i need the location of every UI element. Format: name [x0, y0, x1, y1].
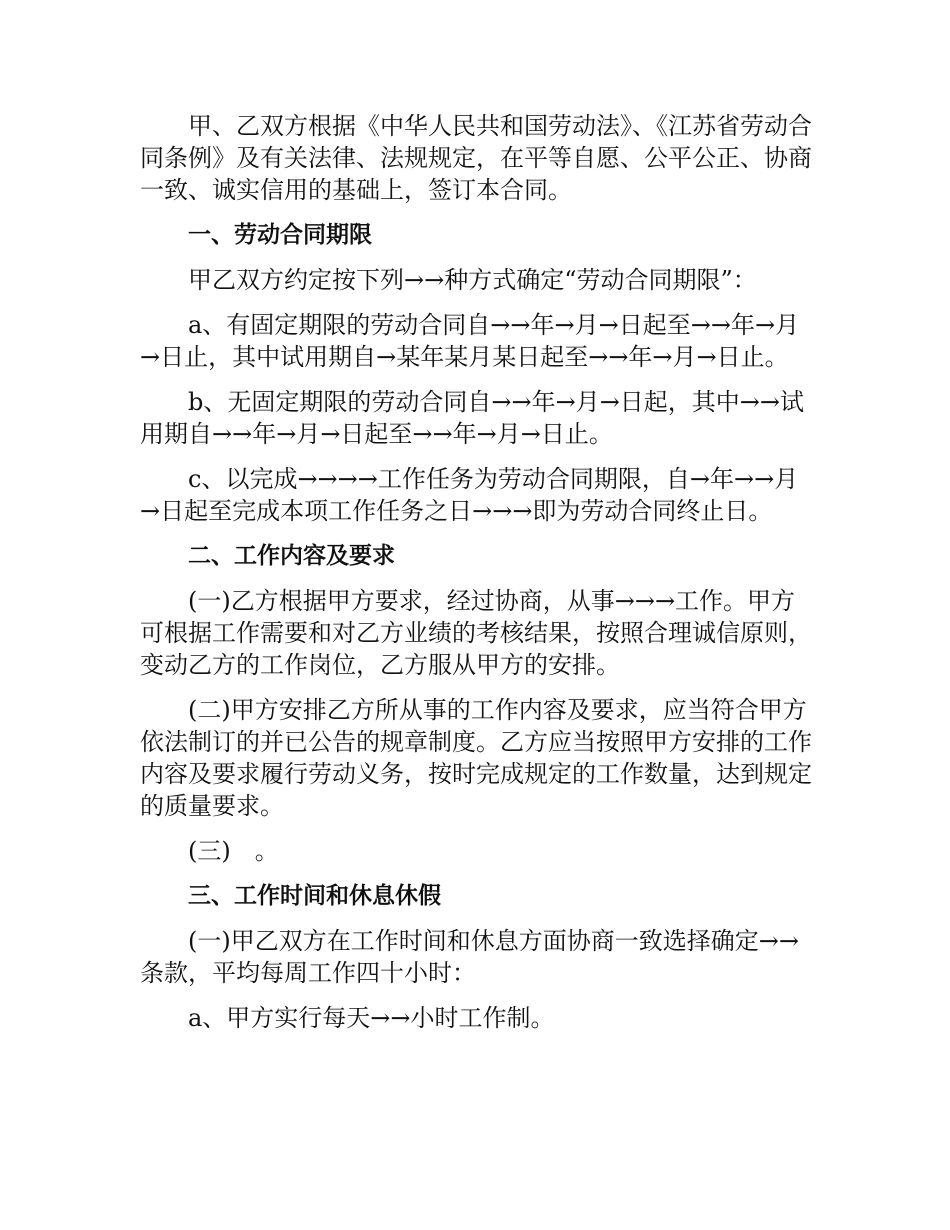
document-body: [140, 110, 812, 1047]
term-option-a: a、有固定期限的劳动合同自→→年→月→日起至→→年→月→日止，其中试用期自→某年某月某日起至→→年→月→日止。: [140, 311, 800, 371]
section-heading-3: 三、工作时间和休息休假: [188, 883, 441, 909]
term-option-b: b、无固定期限的劳动合同自→→年→月→日起，其中→→试用期自→→年→月→日起至→→年→月→日止。: [140, 388, 805, 448]
section-heading-2: 二、工作内容及要求: [188, 543, 395, 569]
work-content-3: (三) 。: [188, 837, 279, 865]
work-content-2: (二)甲方安排乙方所从事的工作内容及要求，应当符合甲方依法制订的并已公告的规章制度。乙方应当按照甲方安排的工作内容及要求履行劳动义务，按时完成规定的工作数量，达到规定的质量要求。: [140, 696, 812, 820]
work-hours-1: (一)甲乙双方在工作时间和休息方面协商一致选择确定→→条款，平均每周工作四十小时：: [140, 927, 799, 987]
intro-paragraph: 甲、乙双方根据《中华人民共和国劳动法》、《江苏省劳动合同条例》及有关法律、法规规定，在平等自愿、公平公正、协商一致、诚实信用的基础上，签订本合同。: [140, 112, 812, 204]
term-method-paragraph: 甲乙双方约定按下列→→种方式确定“劳动合同期限”：: [188, 266, 757, 294]
section-heading-1: 一、劳动合同期限: [188, 222, 372, 248]
term-option-c: c、以完成→→→→工作任务为劳动合同期限，自→年→→月→日起至完成本项工作任务之日→→→即为劳动合同终止日。: [140, 465, 799, 525]
work-content-1: (一)乙方根据甲方要求，经过协商，从事→→→工作。甲方可根据工作需要和对乙方业绩的考核结果，按照合理诚信原则，变动乙方的工作岗位，乙方服从甲方的安排。: [140, 587, 812, 679]
work-hours-option-a: a、甲方实行每天→→小时工作制。: [188, 1004, 555, 1032]
